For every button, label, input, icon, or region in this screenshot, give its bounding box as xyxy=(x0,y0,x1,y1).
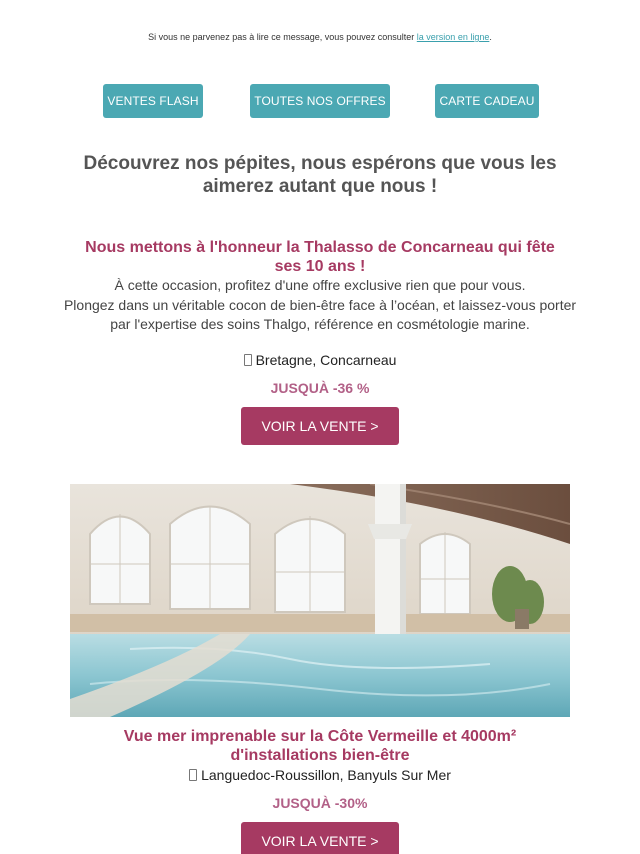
toutes-offres-button[interactable]: TOUTES NOS OFFRES xyxy=(250,84,390,118)
feature1-title: Nous mettons à l'honneur la Thalasso de Concarneau qui fête ses 10 ans ! xyxy=(85,239,555,275)
online-version-link[interactable]: la version en ligne xyxy=(416,32,490,42)
preheader-text: Si vous ne parvenez pas à lire ce message, vous pouvez consulter xyxy=(148,32,417,42)
carte-cadeau-button[interactable]: CARTE CADEAU xyxy=(435,84,539,118)
feature2-location-text: Languedoc-Roussillon, Banyuls Sur Mer xyxy=(201,767,451,783)
feature2-title: Vue mer imprenable sur la Côte Vermeille et 4000m² d'installations bien-être xyxy=(123,728,517,764)
spa-pool-photo[interactable] xyxy=(70,484,570,717)
feature1-discount: JUSQUÀ -36 % xyxy=(270,380,370,396)
feature1-location xyxy=(0,352,640,368)
feature1-line2: Plongez dans un véritable cocon de bien-être face à l’océan, et laissez-vous porter par l'expertise des soins Thalgo, référence en cosmétologie marine. xyxy=(63,296,577,332)
feature1-line1: À cette occasion, profitez d'une offre exclusive rien que pour vous. xyxy=(114,277,526,293)
page-headline: Découvrez nos pépites, nous espérons que vous les aimerez autant que nous ! xyxy=(83,153,557,197)
preheader-suffix: . xyxy=(489,32,492,42)
feature1-description xyxy=(60,276,580,335)
map-pin-icon xyxy=(244,354,252,366)
map-pin-icon xyxy=(189,769,197,781)
feature2-discount: JUSQUÀ -30% xyxy=(272,795,368,811)
feature1-voir-vente-button[interactable]: VOIR LA VENTE > xyxy=(241,407,399,445)
spa-pool-illustration xyxy=(70,484,570,717)
feature1-location-text: Bretagne, Concarneau xyxy=(255,352,397,368)
preheader xyxy=(0,32,640,42)
ventes-flash-button[interactable]: VENTES FLASH xyxy=(103,84,203,118)
feature2-voir-vente-button[interactable]: VOIR LA VENTE > xyxy=(241,822,399,854)
feature2-location xyxy=(0,767,640,783)
